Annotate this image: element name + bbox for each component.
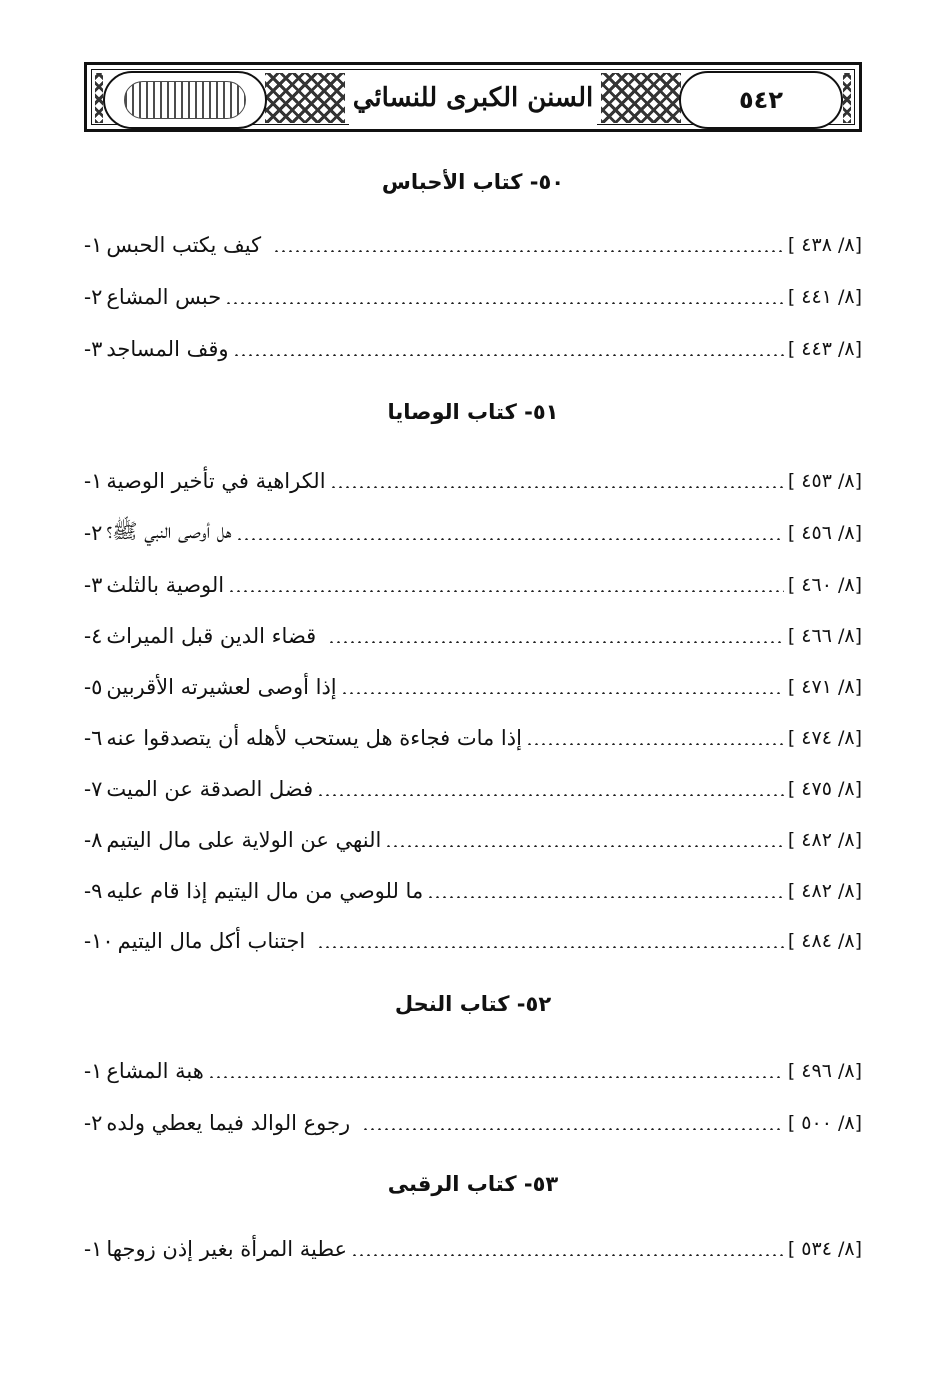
entry-reference: [ ٨/ ٤٤٣] bbox=[787, 338, 862, 360]
entry-reference: [ ٨/ ٤٧٥] bbox=[787, 778, 862, 800]
toc-entry[interactable] bbox=[84, 719, 862, 757]
dot-leader bbox=[385, 845, 784, 847]
entry-number: ٣- bbox=[84, 337, 103, 361]
ornament-pattern-right bbox=[601, 73, 681, 123]
ornament-border-left bbox=[95, 73, 103, 123]
entry-reference: [ ٨/ ٤٥٣] bbox=[787, 470, 862, 492]
toc-entry[interactable] bbox=[84, 1052, 862, 1090]
entry-number: ٦- bbox=[84, 726, 103, 750]
entry-reference: [ ٨/ ٤٤١] bbox=[787, 286, 862, 308]
entry-reference: [ ٨/ ٤٣٨] bbox=[787, 234, 862, 256]
dot-leader bbox=[225, 302, 784, 304]
dot-leader bbox=[273, 250, 784, 252]
toc-entry[interactable] bbox=[84, 1230, 862, 1268]
entry-number: ٣- bbox=[84, 573, 103, 597]
entry-reference: [ ٨/ ٤٦٦] bbox=[787, 625, 862, 647]
dot-leader bbox=[351, 1254, 784, 1256]
entry-reference: [ ٨/ ٤٧١] bbox=[787, 676, 862, 698]
page-number: ٥٤٢ bbox=[739, 86, 783, 114]
entry-number: ١- bbox=[84, 1059, 103, 1083]
entry-reference: [ ٨/ ٤٥٦] bbox=[787, 522, 862, 544]
chapter-heading: ٥٠- كتاب الأحباس bbox=[381, 170, 565, 194]
entry-number: ٥- bbox=[84, 675, 103, 699]
entry-title: هبة المشاع bbox=[106, 1059, 204, 1083]
ornament-border-right bbox=[843, 73, 851, 123]
toc-entry[interactable] bbox=[84, 462, 862, 500]
toc-entry[interactable] bbox=[84, 278, 862, 316]
entry-title: عطية المرأة بغير إذن زوجها bbox=[106, 1237, 348, 1261]
entry-title: وقف المساجد bbox=[106, 337, 229, 361]
entry-title: إذا أوصى لعشيرته الأقربين bbox=[106, 675, 337, 699]
dot-leader bbox=[317, 946, 784, 948]
book-title: السنن الكبرى للنسائي bbox=[352, 83, 594, 113]
toc-entry[interactable] bbox=[84, 226, 862, 264]
entry-title: فضل الصدقة عن الميت bbox=[106, 777, 314, 801]
dot-leader bbox=[427, 896, 784, 898]
dot-leader bbox=[328, 641, 784, 643]
entry-reference: [ ٨/ ٤٩٦] bbox=[787, 1060, 862, 1082]
entry-number: ١- bbox=[84, 1237, 103, 1261]
toc-entry[interactable] bbox=[84, 566, 862, 604]
entry-title: قضاء الدين قبل الميراث bbox=[106, 624, 317, 648]
entry-title: ما للوصي من مال اليتيم إذا قام عليه bbox=[106, 879, 424, 903]
chapter-heading: ٥١- كتاب الوصايا bbox=[387, 400, 559, 424]
entry-number: ٧- bbox=[84, 777, 103, 801]
dot-leader bbox=[317, 794, 784, 796]
entry-title: حبس المشاع bbox=[106, 285, 222, 309]
toc-entry[interactable] bbox=[84, 821, 862, 859]
entry-number: ١٠- bbox=[84, 929, 114, 953]
dot-leader bbox=[228, 590, 784, 592]
entry-reference: [ ٨/ ٤٧٤] bbox=[787, 727, 862, 749]
entry-number: ٤- bbox=[84, 624, 103, 648]
chapter-heading: ٥٣- كتاب الرقبى bbox=[387, 1172, 559, 1196]
entry-reference: [ ٨/ ٤٨٢] bbox=[787, 880, 862, 902]
toc-entry[interactable] bbox=[84, 617, 862, 655]
entry-number: ١- bbox=[84, 469, 103, 493]
entry-reference: [ ٨/ ٥٣٤] bbox=[787, 1238, 862, 1260]
entry-title: الكراهية في تأخير الوصية bbox=[106, 469, 326, 493]
entry-reference: [ ٨/ ٥٠٠] bbox=[787, 1112, 862, 1134]
page-header bbox=[84, 62, 862, 132]
entry-title: رجوع الوالد فيما يعطي ولده bbox=[106, 1111, 351, 1135]
entry-title: إذا مات فجاءة هل يستحب لأهله أن يتصدقوا عنه bbox=[106, 726, 522, 750]
dot-leader bbox=[233, 354, 784, 356]
toc-entry[interactable] bbox=[84, 922, 862, 960]
toc-entry[interactable] bbox=[84, 330, 862, 368]
title-cartouche bbox=[349, 71, 597, 125]
entry-title: اجتناب أكل مال اليتيم bbox=[117, 929, 306, 953]
dot-leader bbox=[208, 1076, 784, 1078]
toc-entry[interactable] bbox=[84, 1104, 862, 1142]
toc-entry[interactable] bbox=[84, 668, 862, 706]
entry-reference: [ ٨/ ٤٨٤] bbox=[787, 930, 862, 952]
entry-number: ٢- bbox=[84, 285, 103, 309]
dot-leader bbox=[236, 538, 784, 540]
entry-reference: [ ٨/ ٤٨٢] bbox=[787, 829, 862, 851]
toc-entry[interactable] bbox=[84, 872, 862, 910]
entry-title: الوصية بالثلث bbox=[106, 573, 225, 597]
page-number-medallion bbox=[679, 71, 843, 129]
toc-entry[interactable] bbox=[84, 770, 862, 808]
dot-leader bbox=[330, 486, 784, 488]
seal-ornament-icon bbox=[124, 81, 246, 119]
dot-leader bbox=[362, 1128, 784, 1130]
entry-title: النهي عن الولاية على مال اليتيم bbox=[106, 828, 382, 852]
book-seal-medallion bbox=[103, 71, 267, 129]
ornament-pattern-left bbox=[265, 73, 345, 123]
entry-number: ٢- bbox=[84, 521, 103, 545]
dot-leader bbox=[526, 743, 784, 745]
entry-title: هل أوصى النبي ﷺ؟ bbox=[106, 518, 232, 543]
entry-reference: [ ٨/ ٤٦٠] bbox=[787, 574, 862, 596]
entry-number: ١- bbox=[84, 233, 103, 257]
toc-entry[interactable] bbox=[84, 514, 862, 552]
dot-leader bbox=[341, 692, 784, 694]
entry-number: ٩- bbox=[84, 879, 103, 903]
entry-number: ٨- bbox=[84, 828, 103, 852]
entry-number: ٢- bbox=[84, 1111, 103, 1135]
chapter-heading: ٥٢- كتاب النحل bbox=[394, 992, 552, 1016]
entry-title: كيف يكتب الحبس bbox=[106, 233, 262, 257]
